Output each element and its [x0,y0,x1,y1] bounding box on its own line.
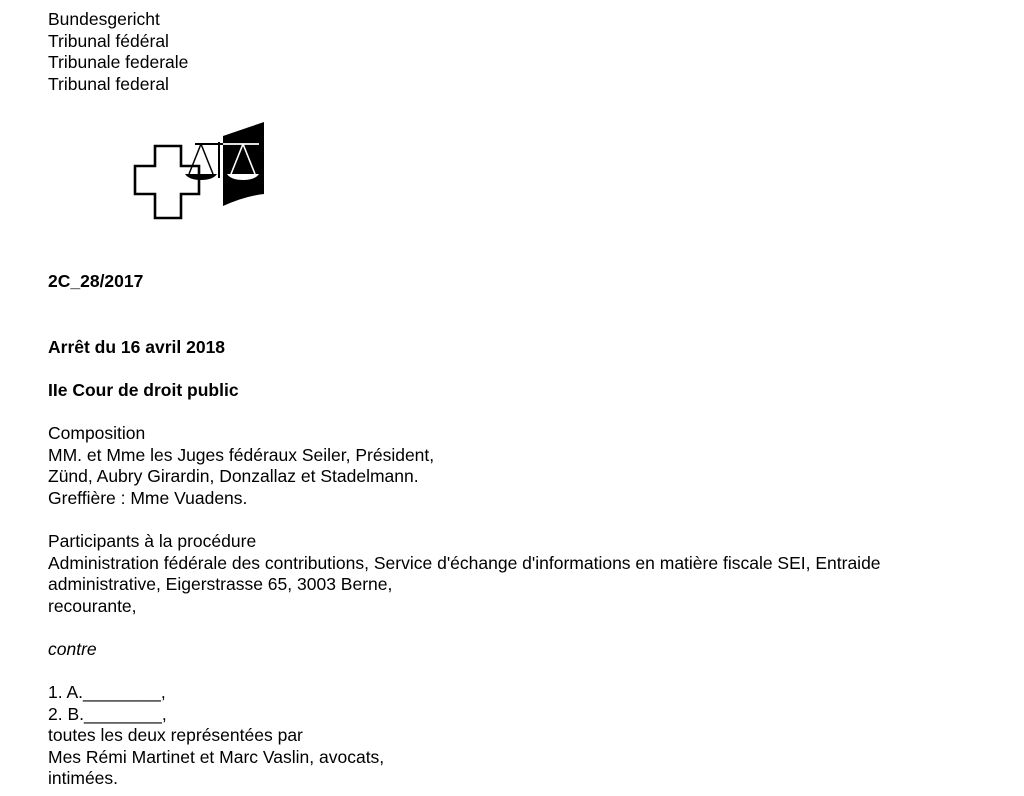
appellant-line: Administration fédérale des contributions, Service d'échange d'informations en matière fiscale SEI, Entraide [48,552,881,573]
composition-line: Zünd, Aubry Girardin, Donzallaz et Stadelmann. [48,466,419,487]
court-division: IIe Cour de droit public [48,380,239,400]
swiss-cross-outline [135,146,199,218]
court-name-german: Bundesgericht [48,9,160,29]
respondent-line: 2. B.________, [48,703,167,724]
case-number: 2C_28/2017 [48,271,144,291]
appellant-role: recourante, [48,595,137,616]
respondents-section [48,682,384,790]
left-scale-pan [185,174,217,180]
respondent-line: 1. A.________, [48,682,166,702]
decision-title: Arrêt du 16 avril 2018 [48,337,226,357]
respondent-line: intimées. [48,768,119,789]
appellant-line: administrative, Eigerstrasse 65, 3003 Berne, [48,574,393,595]
court-name-italian: Tribunale federale [48,52,189,73]
swiss-federal-court-emblem-icon [133,120,269,222]
court-header [48,9,1008,95]
court-name-french: Tribunal fédéral [48,30,169,51]
composition-line: Greffière : Mme Vuadens. [48,487,248,508]
participants-section [48,531,1008,617]
respondent-line: toutes les deux représentées par [48,725,303,746]
contre-label: contre [48,639,97,659]
composition-section [48,423,434,509]
composition-heading: Composition [48,423,146,443]
respondent-line: Mes Rémi Martinet et Marc Vaslin, avocats, [48,746,385,767]
black-banner [223,122,264,206]
participants-heading: Participants à la procédure [48,531,257,551]
court-name-romansh: Tribunal federal [48,73,169,94]
composition-line: MM. et Mme les Juges fédéraux Seiler, Président, [48,444,435,465]
